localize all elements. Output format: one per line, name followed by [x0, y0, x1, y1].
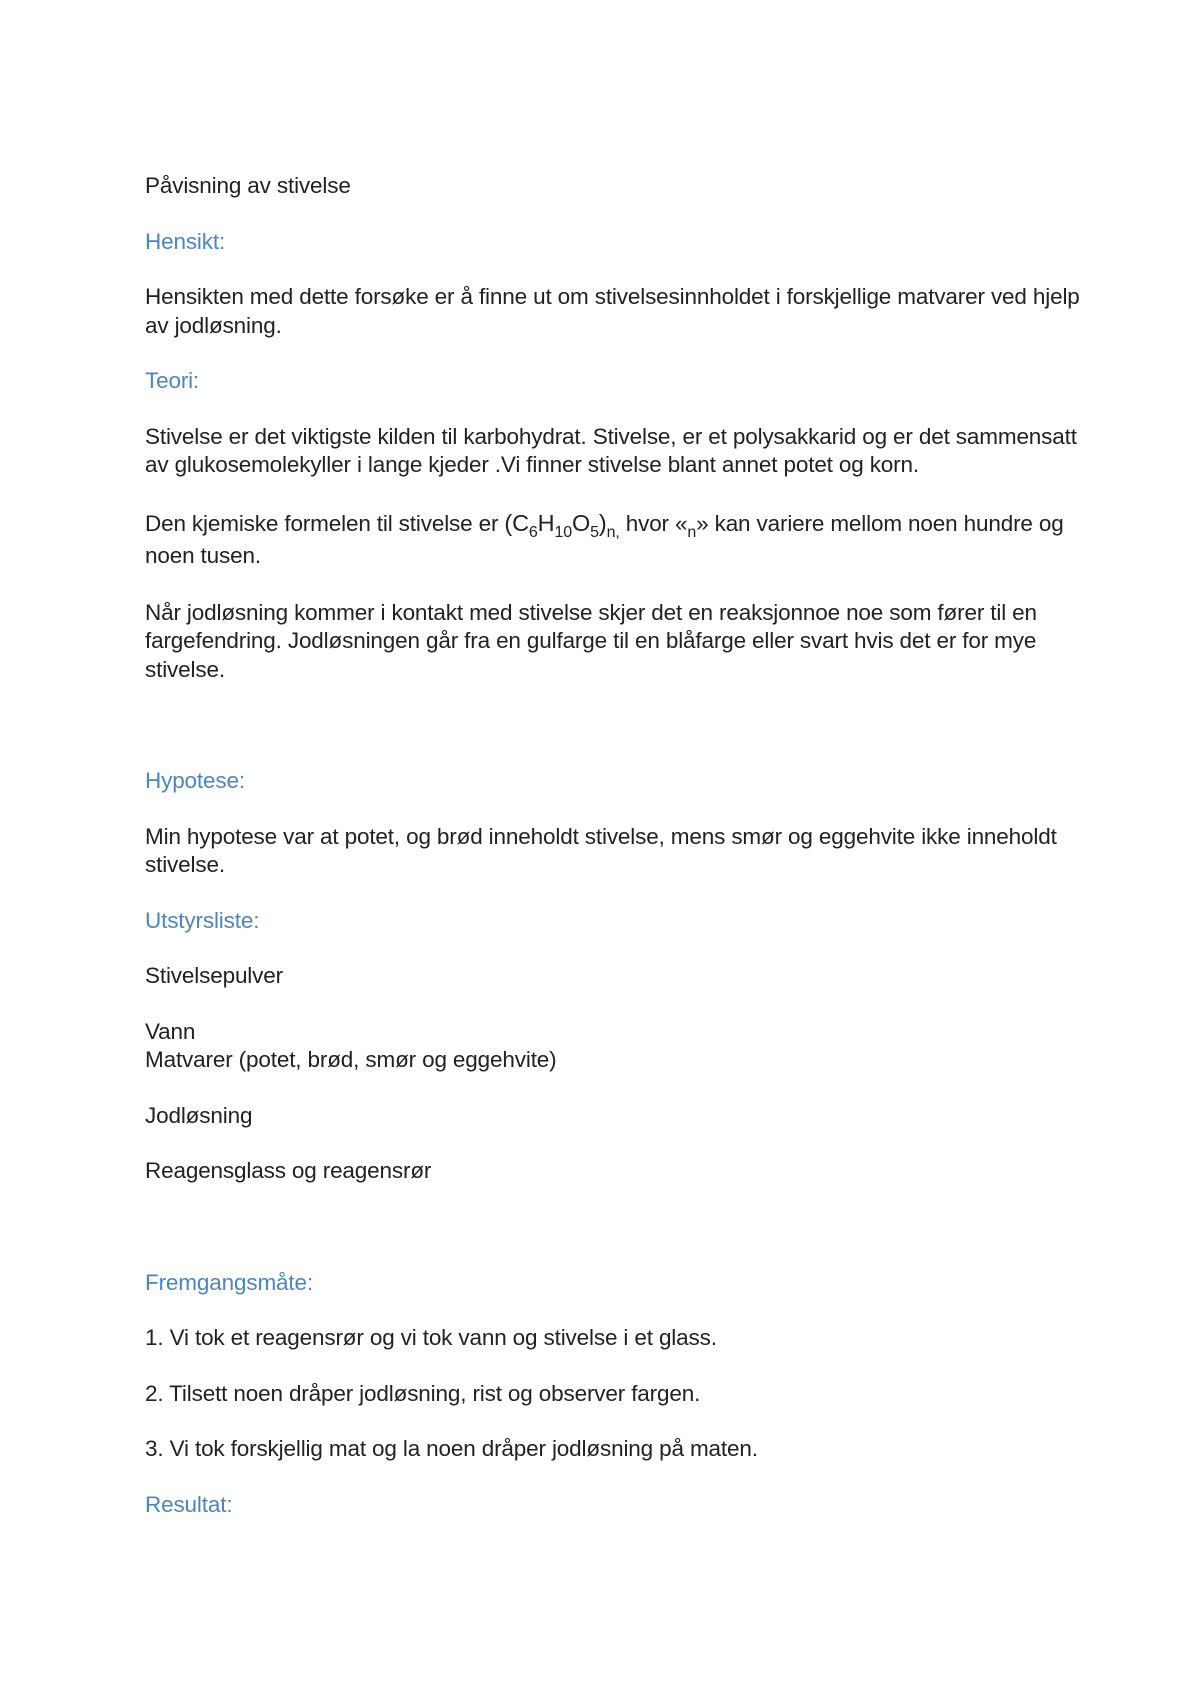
- starch-formula: [504, 509, 620, 541]
- spacer: [145, 740, 1085, 767]
- heading-hensikt: Hensikt:: [145, 228, 226, 254]
- teori-paragraph-1: Stivelse er det viktigste kilden til karbohydrat. Stivelse, er et polysakkarid og er det sammensatt av glukosemolekyller i lange kjeder .Vi finner stivelse blant annet potet og korn.: [145, 423, 1077, 477]
- equipment-item: Stivelsepulver: [145, 963, 283, 988]
- spacer: [145, 1242, 1085, 1269]
- heading-hypotese: Hypotese:: [145, 768, 245, 793]
- spacer: [145, 684, 1085, 740]
- equipment-item: Matvarer (potet, brød, smør og eggehvite): [145, 1047, 557, 1072]
- equipment-item: Jodløsning: [145, 1102, 253, 1128]
- formula-suffix: » kan variere mellom noen hundre og noen tusen.: [145, 510, 1064, 568]
- formula-o: O: [572, 509, 591, 536]
- hypotese-text: Min hypotese var at potet, og brød inneholdt stivelse, mens smør og eggehvite ikke inneholdt stivelse.: [145, 823, 1057, 877]
- formula-prefix: Den kjemiske formelen til stivelse er: [145, 510, 505, 536]
- formula-h: H: [537, 509, 555, 536]
- heading-fremgangsmate: Fremgangsmåte:: [145, 1269, 313, 1295]
- procedure-step: 3. Vi tok forskjellig mat og la noen dråper jodløsning på maten.: [145, 1436, 758, 1461]
- heading-resultat: Resultat:: [145, 1491, 233, 1517]
- formula-sub-6: 6: [528, 523, 538, 541]
- formula-mid: hvor «: [619, 510, 688, 536]
- spacer: [145, 1186, 1085, 1242]
- document-body: [145, 172, 1085, 1546]
- hensikt-text: Hensikten med dette forsøke er å finne ut om stivelsesinnholdet i forskjellige matvarer ved hjelp av jodløsning.: [145, 284, 1080, 338]
- equipment-item: Vann: [145, 1018, 196, 1044]
- heading-teori: Teori:: [145, 368, 200, 393]
- n-symbol: n: [687, 523, 697, 541]
- heading-utstyrsliste: Utstyrsliste:: [145, 907, 260, 933]
- formula-close: ): [598, 509, 607, 536]
- equipment-item: Reagensglass og reagensrør: [145, 1158, 432, 1183]
- teori-formula-paragraph: [145, 507, 1085, 572]
- formula-open: (C: [504, 509, 529, 536]
- formula-sub-5: 5: [590, 523, 599, 541]
- formula-sub-n: n,: [606, 523, 620, 541]
- procedure-step: 2. Tilsett noen dråper jodløsning, rist og observer fargen.: [145, 1380, 701, 1406]
- document-title: Påvisning av stivelse: [145, 173, 351, 198]
- procedure-step: 1. Vi tok et reagensrør og vi tok vann og stivelse i et glass.: [145, 1325, 717, 1350]
- teori-paragraph-3: Når jodløsning kommer i kontakt med stivelse skjer det en reaksjonnoe noe som fører til en fargefendring. Jodløsningen går fra en gulfarge til en blåfarge eller svart hvis det er for mye stivelse.: [145, 599, 1037, 682]
- formula-sub-10: 10: [554, 523, 572, 541]
